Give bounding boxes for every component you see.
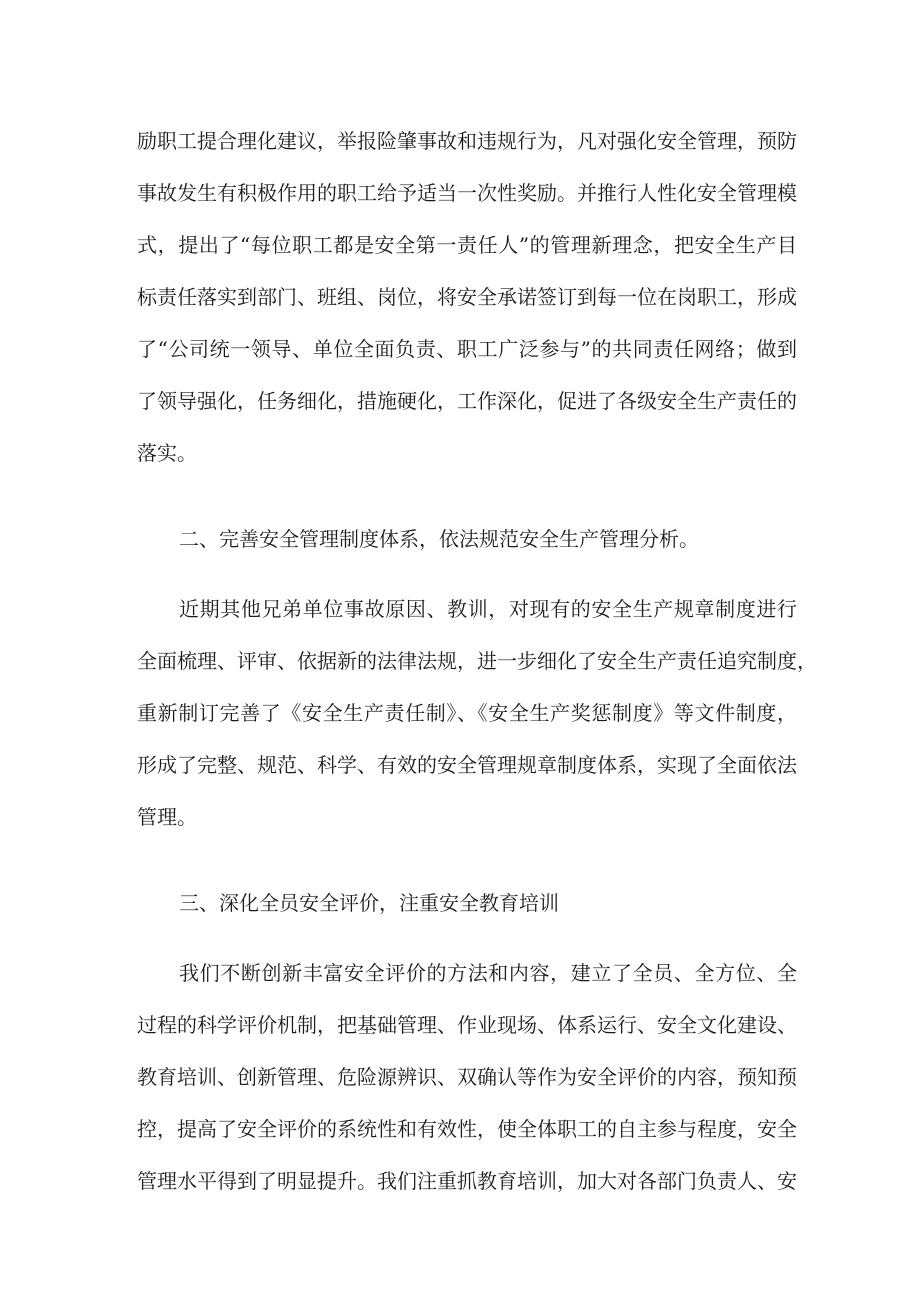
paragraph-3-line-4: 控，提高了安全评价的系统性和有效性，使全体职工的自主参与程度，安全: [137, 1117, 797, 1141]
paragraph-2-line-5: 管理。: [137, 805, 197, 829]
section-heading-3: 三、深化全员安全评价，注重安全教育培训: [179, 891, 559, 915]
paragraph-1-line-1: 励职工提合理化建议，举报险肇事故和违规行为，凡对强化安全管理，预防: [137, 129, 797, 153]
paragraph-1-line-7: 落实。: [137, 441, 197, 465]
paragraph-2-line-3: 重新制订完善了《安全生产责任制》、《安全生产奖惩制度》等文件制度，: [137, 701, 797, 725]
paragraph-1-line-6: 了领导强化，任务细化，措施硬化，工作深化，促进了各级安全生产责任的: [137, 389, 797, 413]
paragraph-2-line-2: 全面梳理、评审、依据新的法律法规，进一步细化了安全生产责任追究制度，: [137, 649, 817, 673]
paragraph-3-line-3: 教育培训、创新管理、危险源辨识、双确认等作为安全评价的内容，预知预: [137, 1065, 797, 1089]
paragraph-3-line-5: 管理水平得到了明显提升。我们注重抓教育培训，加大对各部门负责人、安: [137, 1169, 797, 1193]
paragraph-1-line-4: 标责任落实到部门、班组、岗位，将安全承诺签订到每一位在岗职工，形成: [137, 285, 797, 309]
section-heading-2: 二、完善安全管理制度体系，依法规范安全生产管理分析。: [179, 527, 699, 551]
paragraph-1-line-3: 式，提出了“每位职工都是安全第一责任人”的管理新理念，把安全生产目: [137, 233, 797, 257]
paragraph-2-line-4: 形成了完整、规范、科学、有效的安全管理规章制度体系，实现了全面依法: [137, 753, 797, 777]
paragraph-3-line-2: 过程的科学评价机制，把基础管理、作业现场、体系运行、安全文化建设、: [137, 1013, 797, 1037]
paragraph-1-line-5: 了“公司统一领导、单位全面负责、职工广泛参与”的共同责任网络；做到: [137, 337, 797, 361]
paragraph-1-line-2: 事故发生有积极作用的职工给予适当一次性奖励。并推行人性化安全管理模: [137, 181, 797, 205]
paragraph-3-line-1: 我们不断创新丰富安全评价的方法和内容，建立了全员、全方位、全: [179, 961, 797, 985]
paragraph-2-line-1: 近期其他兄弟单位事故原因、教训，对现有的安全生产规章制度进行: [179, 597, 797, 621]
